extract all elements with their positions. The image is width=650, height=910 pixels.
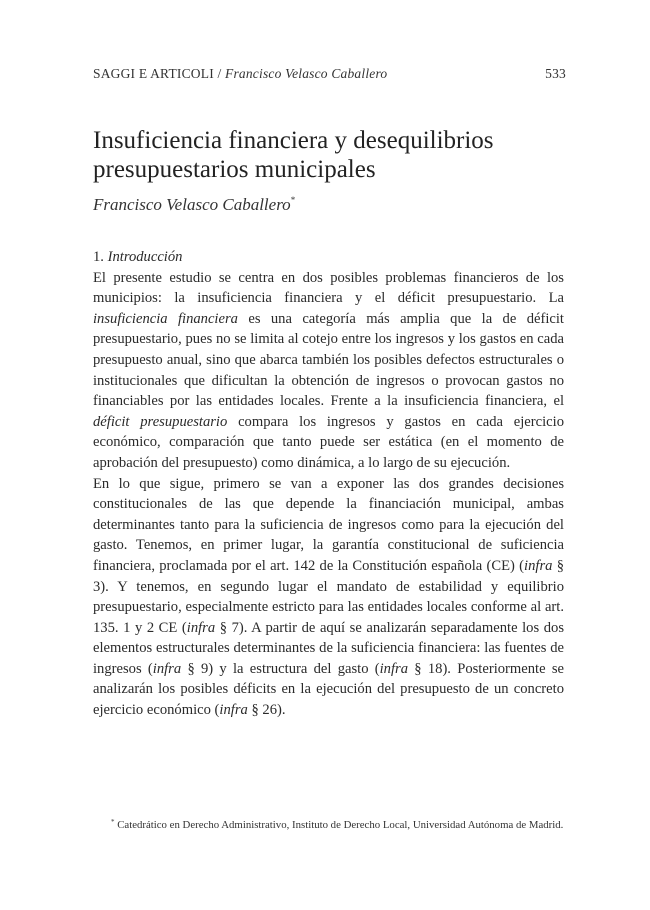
paragraph-2-text-b: § 3). Y tenemos, en segundo lugar el mandato de estabilidad y equilibrio presupuestario, especialmente estricto para las entidades locales conforme al art. 135. 1 y 2 CE ( [93, 557, 564, 636]
section-number: 1. [93, 249, 104, 265]
paragraph-2-text-e: § 18). Posteriormente se analizarán los posibles déficits en la ejecución del presupuesto de un concreto ejercicio económico ( [93, 660, 564, 719]
article-body [93, 247, 564, 721]
journal-section: SAGGI E ARTICOLI [93, 66, 214, 81]
paragraph-1-emphasis-a: insuficiencia financiera [93, 310, 238, 327]
running-head-separator: / [213, 66, 225, 81]
infra-ref-4: infra [379, 660, 409, 677]
infra-ref-3: infra [152, 660, 182, 677]
article-author [93, 195, 295, 215]
paragraph-2-text-f: § 26). [247, 702, 286, 719]
section-title: Introducción [107, 249, 183, 265]
paragraph-2-text-c: § 7). A partir de aquí se analizarán separadamente los dos elementos estructurales determinantes de la suficiencia financiera: las fuentes de ingresos ( [93, 619, 564, 677]
author-name: Francisco Velasco Caballero [93, 195, 291, 214]
running-head-author: Francisco Velasco Caballero [225, 66, 388, 81]
paragraph-2-text-d: § 9) y la estructura del gasto ( [181, 660, 380, 677]
running-head-left [93, 66, 387, 82]
page-number: 533 [545, 66, 566, 81]
infra-ref-5: infra [219, 702, 248, 719]
footnote [93, 814, 564, 834]
paragraph-1-text-b: es una categoría más amplia que la de déficit presupuestario, pues no se limita al cotejo entre los ingresos y los gastos en cada presupuesto anual, sino que abarca también los posibles defectos estructurales o institucionales que dificultan la obtención de ingresos o provocan gastos no financiables por las entidades locales. Frente a la insuficiencia financiera, el [93, 310, 564, 410]
infra-ref-2: infra [186, 619, 216, 636]
title-line-2: presupuestarios municipales [93, 156, 376, 183]
title-line-1: Insuficiencia financiera y desequilibrios [93, 127, 494, 154]
paragraph-1 [93, 268, 564, 474]
section-heading [93, 247, 564, 268]
author-footnote-mark: * [290, 195, 296, 205]
paragraph-1-text-c: compara los ingresos y gastos en cada ejercicio económico, comparación que tanto puede ser estática (en el momento de aprobación del presupuesto) como dinámica, a lo largo de su ejecución. [93, 413, 564, 471]
footnote-mark: * [111, 818, 115, 826]
paragraph-2 [93, 474, 564, 721]
running-head [93, 66, 566, 82]
paragraph-2-text-a: En lo que sigue, primero se van a exponer las dos grandes decisiones constitucionales de las que depende la financiación municipal, ambas determinantes tanto para la suficiencia de ingresos como para la ejecución del gasto. Tenemos, en primer lugar, la garantía constitucional de suficiencia financiera, proclamada por el art. 142 de la Constitución española (CE) ( [93, 475, 564, 574]
paragraph-1-emphasis-b: déficit presupuestario [93, 413, 228, 430]
article-title [93, 126, 573, 184]
paragraph-1-text-a: El presente estudio se centra en dos posibles problemas financieros de los municipios: la insuficiencia financiera y el déficit presupuestario. La [93, 269, 564, 307]
infra-ref-1: infra [524, 557, 553, 574]
footnote-text: Catedrático en Derecho Administrativo, Instituto de Derecho Local, Universidad Autónoma de Madrid. [114, 819, 564, 831]
